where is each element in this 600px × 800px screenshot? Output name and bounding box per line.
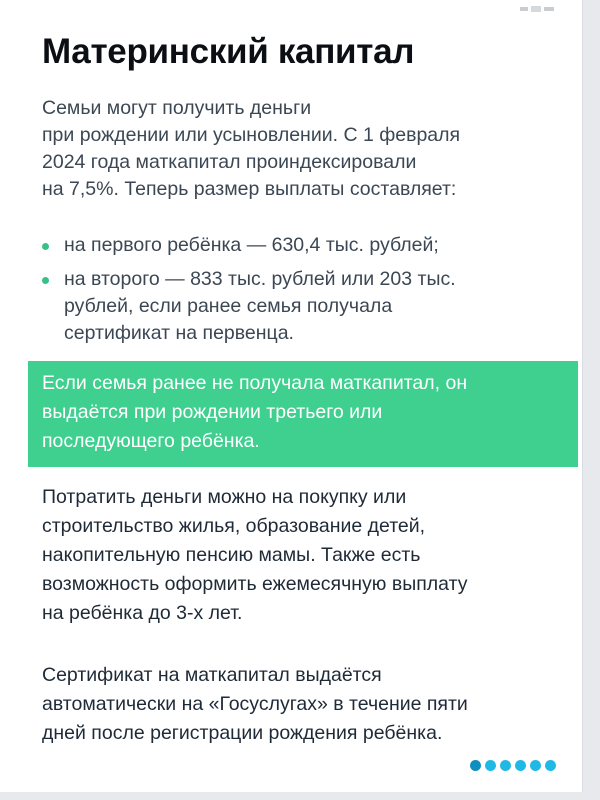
page-dot[interactable] [530, 760, 541, 771]
page-indicator [470, 760, 556, 771]
intro-line: при рождении или усыновлении. С 1 февраля [42, 124, 461, 146]
highlight-callout [28, 361, 578, 467]
paragraph-line: возможность оформить ежемесячную выплату [42, 573, 468, 595]
list-item-text: сертификат на первенца. [64, 322, 294, 344]
paragraph-line: накопительную пенсию мамы. Также есть [42, 544, 421, 566]
list-item-text: на первого ребёнка — 630,4 тыс. рублей; [64, 234, 439, 256]
page-dot[interactable] [515, 760, 526, 771]
logo-mark-icon [520, 4, 554, 14]
bullet-dot-icon [42, 277, 49, 284]
callout-line: последующего ребёнка. [42, 430, 260, 452]
list-item [42, 266, 562, 347]
list-item-text: на второго — 833 тыс. рублей или 203 тыс. [64, 268, 456, 290]
certificate-paragraph [42, 661, 572, 748]
page-dot[interactable] [500, 760, 511, 771]
list-item-text: рублей, если ранее семья получала [64, 295, 393, 317]
intro-text [42, 95, 562, 203]
paragraph-line: Сертификат на маткапитал выдаётся [42, 664, 382, 686]
page-dot[interactable] [485, 760, 496, 771]
paragraph-line: Потратить деньги можно на покупку или [42, 486, 407, 508]
amount-list [42, 232, 562, 354]
intro-line: на 7,5%. Теперь размер выплаты составляет: [42, 178, 457, 200]
page-dot[interactable] [470, 760, 481, 771]
intro-line: 2024 года маткапитал проиндексировали [42, 151, 417, 173]
list-item [42, 232, 562, 259]
paragraph-line: строительство жилья, образование детей, [42, 515, 426, 537]
paragraph-line: автоматически на «Госуслугах» в течение пяти [42, 693, 468, 715]
page-dot[interactable] [545, 760, 556, 771]
bullet-dot-icon [42, 243, 49, 250]
usage-paragraph [42, 483, 572, 628]
callout-line: Если семья ранее не получала маткапитал, он [42, 372, 468, 394]
paragraph-line: дней после регистрации рождения ребёнка. [42, 722, 443, 744]
intro-line: Семьи могут получить деньги [42, 97, 312, 119]
paragraph-line: на ребёнка до 3-х лет. [42, 602, 243, 624]
page-title: Материнский капитал [42, 32, 415, 71]
callout-line: выдаётся при рождении третьего или [42, 401, 383, 423]
